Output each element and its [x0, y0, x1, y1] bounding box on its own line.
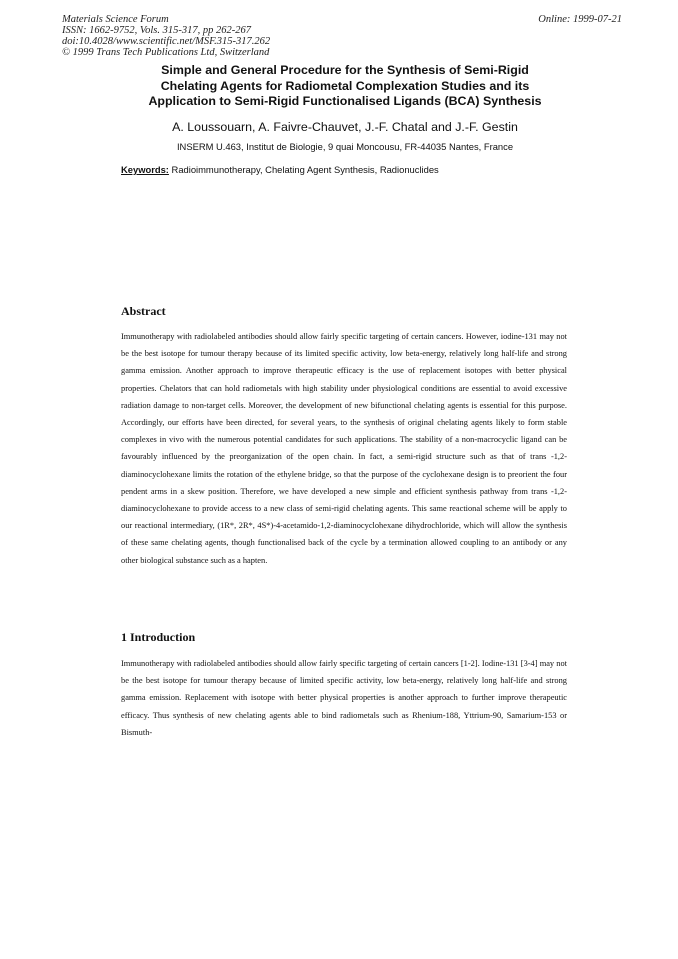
journal-meta — [62, 14, 270, 58]
abstract-heading: Abstract — [121, 304, 166, 318]
online-date: Online: 1999-07-21 — [538, 14, 622, 25]
keywords — [121, 164, 439, 175]
authors: A. Loussouarn, A. Faivre-Chauvet, J.-F. Chatal and J.-F. Gestin — [172, 120, 518, 134]
journal-name: Materials Science Forum — [62, 14, 169, 25]
title-line: Application to Semi-Rigid Functionalised Ligands (BCA) Synthesis — [148, 94, 542, 108]
keywords-list: Radioimmunotherapy, Chelating Agent Synthesis, Radionuclides — [171, 164, 439, 175]
copyright-line: © 1999 Trans Tech Publications Ltd, Switzerland — [62, 47, 270, 58]
title-line: Chelating Agents for Radiometal Complexation Studies and its — [160, 78, 530, 93]
keywords-label: Keywords: — [121, 164, 169, 175]
introduction-heading: 1 Introduction — [121, 630, 196, 644]
doi-line: doi:10.4028/www.scientific.net/MSF.315-317.262 — [62, 36, 271, 47]
issn-line: ISSN: 1662-9752, Vols. 315-317, pp 262-267 — [62, 25, 251, 36]
introduction-text: Immunotherapy with radiolabeled antibodies should allow fairly specific targeting of certain cancers [1-2]. Iodine-131 [3-4] may not be the best isotope for tumour therapy because of limited specific activity, low beta-energy, relatively long half-life and strong gamma emission. Replacement with isotope with better physical properties is another approach to further improve therapeutic efficacy. Thus synthesis of new chelating agents able to bind radiometals such as Rhenium-188, Yttrium-90, Samarium-153 or Bismuth- — [121, 659, 567, 737]
title-line: Simple and General Procedure for the Synthesis of Semi-Rigid — [161, 63, 529, 77]
abstract-text: Immunotherapy with radiolabeled antibodies should allow fairly specific targeting of certain cancers. However, iodine-131 may not be the best isotope for tumour therapy because of its limited specific activity, low beta-energy, relatively long half-life and strong gamma emission. Another approach to improve therapeutic efficacy is the use of replacement isotopes with better physical properties. Chelators that can hold radiometals with high stability under physiological conditions are essential to avoid excessive radiation damage to non-target cells. Moreover, the development of new bifunctional chelating agents is essential for this purpose. Accordingly, our efforts have been directed, for several years, to the synthesis of original chelating agents likely to form stable complexes in vivo with the numerous potential candidates for such applications. The stability of a non-macrocyclic ligand can be favourably influenced by the preorganization of the open chain. In fact, a semi-rigid structure such as that of trans -1,2-diaminocyclohexane limits the rotation of the ethylene bridge, so that the purpose of the cyclohexane design is to preorient the four pendent arms in a skew position. Therefore, we have developed a new simple and efficient synthesis pathway from trans -1,2- diaminocyclohexane to provide access to a new class of semi-rigid chelating agents. This same reactional scheme will be apply to our reactional intermediary, (1R*, 2R*, 4S*)-4-acetamido-1,2-diaminocyclohexane dihydrochloride, which will allow the synthesis of these same chelating agents, though functionalised back of the cycle by a termination allowed coupling to an antibody or any other biological substance such as a hapten. — [121, 332, 567, 565]
affiliation: INSERM U.463, Institut de Biologie, 9 quai Moncousu, FR-44035 Nantes, France — [176, 141, 514, 152]
paper-title — [120, 63, 570, 110]
